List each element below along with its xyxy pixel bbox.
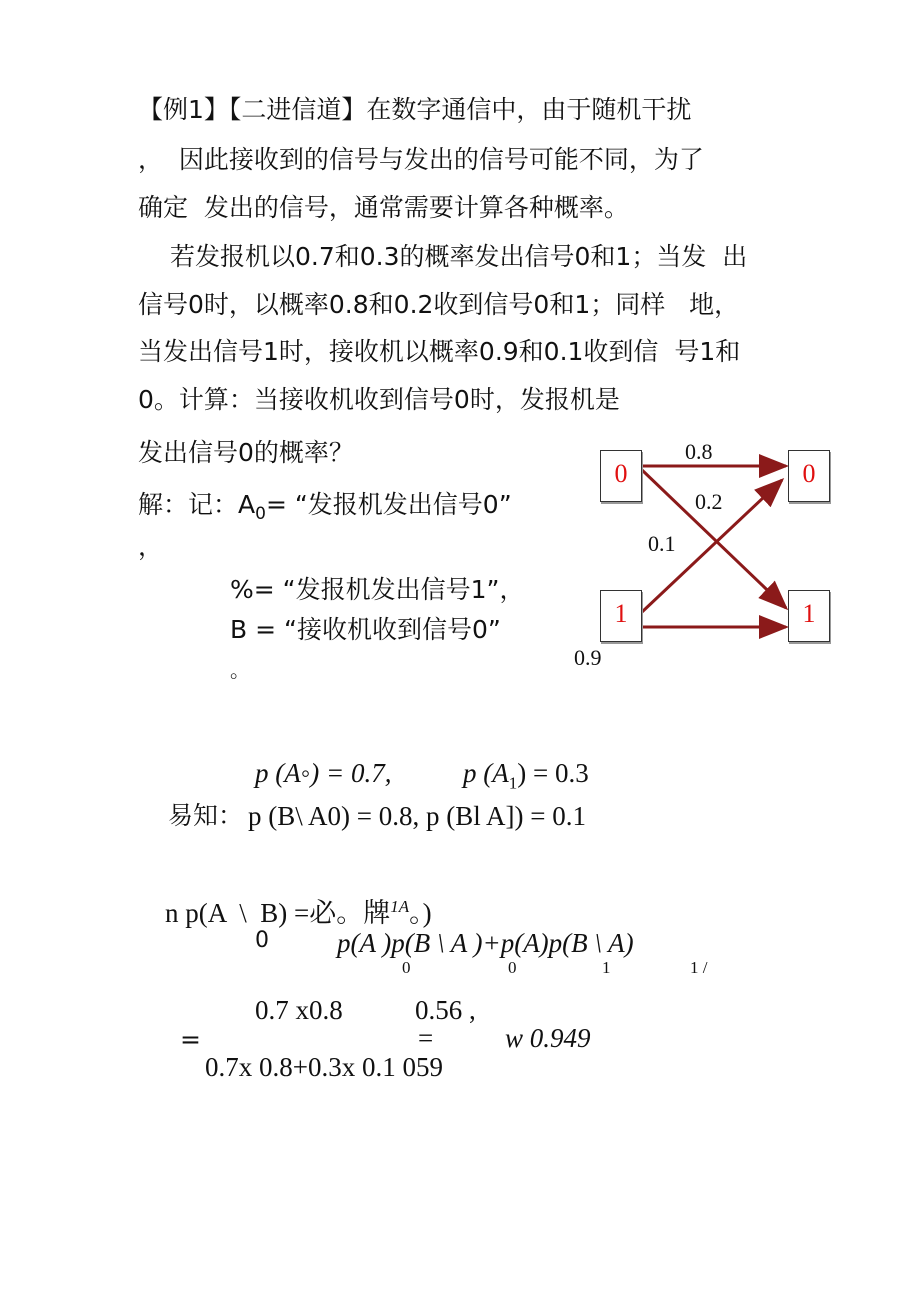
subscript: 0 (402, 958, 411, 977)
subscript: 0 (255, 504, 266, 524)
numerator: 0.7 x0.8 (255, 995, 343, 1025)
problem-line: ， 因此接收到的信号与发出的信号可能不同，为了 (138, 145, 704, 174)
equals: = (180, 1025, 201, 1054)
comma: ， (138, 532, 164, 561)
denominator: 0.7x 0.8+0.3x 0.1 059 (205, 1052, 443, 1082)
prior-a0: p (A◦) = 0.7, (255, 758, 392, 788)
label-p00: 0.8 (685, 439, 713, 464)
expr: ) = 0.3 (517, 758, 589, 788)
problem-line: 发出信号0的概率？ (138, 438, 354, 467)
result-value: w 0.949 (505, 1023, 591, 1053)
receiver-node-0: 0 (788, 450, 830, 502)
superscript: 1A (390, 897, 410, 916)
expr: n p(A \ B) =必。牌 (165, 898, 391, 928)
numerator-value: 0.56 , (415, 995, 476, 1025)
given-conditionals: p (B\ A0) = 0.8, p (Bl A]) = 0.1 (248, 801, 586, 831)
prior-a1 (463, 758, 589, 793)
expr: 。) (409, 898, 432, 928)
definition-b: B = “接收机收到信号0” (230, 615, 501, 644)
problem-line: 若发报机以0.7和0.3的概率发出信号0和1；当发 出 (170, 242, 748, 271)
given-label: 易知： (168, 801, 244, 830)
label-p10: 0.1 (648, 531, 676, 556)
subscript: 1 / (690, 958, 708, 977)
bayes-lhs (165, 897, 432, 928)
subscript: 1 (508, 773, 518, 793)
sender-node-1: 1 (600, 590, 642, 642)
equals: = (418, 1023, 434, 1053)
sender-node-0: 0 (600, 450, 642, 502)
label-p11: 0.9 (574, 645, 602, 670)
result (505, 1025, 591, 1052)
problem-line: 信号0时，以概率0.8和0.2收到信号0和1；同样 地， (138, 290, 740, 319)
label-p01: 0.2 (695, 489, 723, 514)
subscript: 1 (602, 958, 611, 977)
subscript: 0 (508, 958, 517, 977)
period: 。 (230, 658, 250, 682)
subscript: 0 (255, 928, 269, 953)
problem-line: 确定 发出的信号，通常需要计算各种概率。 (138, 193, 629, 222)
definition-label: 解：记：A (138, 490, 256, 519)
bayes-denominator: p(A )p(B \ A )+p(A)p(B \ A) (337, 928, 634, 958)
problem-line: 当发出信号1时，接收机以概率0.9和0.1收到信 号1和 (138, 337, 741, 366)
receiver-node-1: 1 (788, 590, 830, 642)
expr: p (A (463, 758, 509, 788)
definition-text: = “发报机发出信号0” (265, 490, 512, 519)
definition-a1: %= “发报机发出信号1”， (230, 575, 525, 604)
problem-line: 0。计算：当接收机收到信号0时，发报机是 (138, 385, 620, 414)
problem-line: 【例1】【二进信道】在数字通信中，由于随机干扰 (138, 95, 692, 124)
